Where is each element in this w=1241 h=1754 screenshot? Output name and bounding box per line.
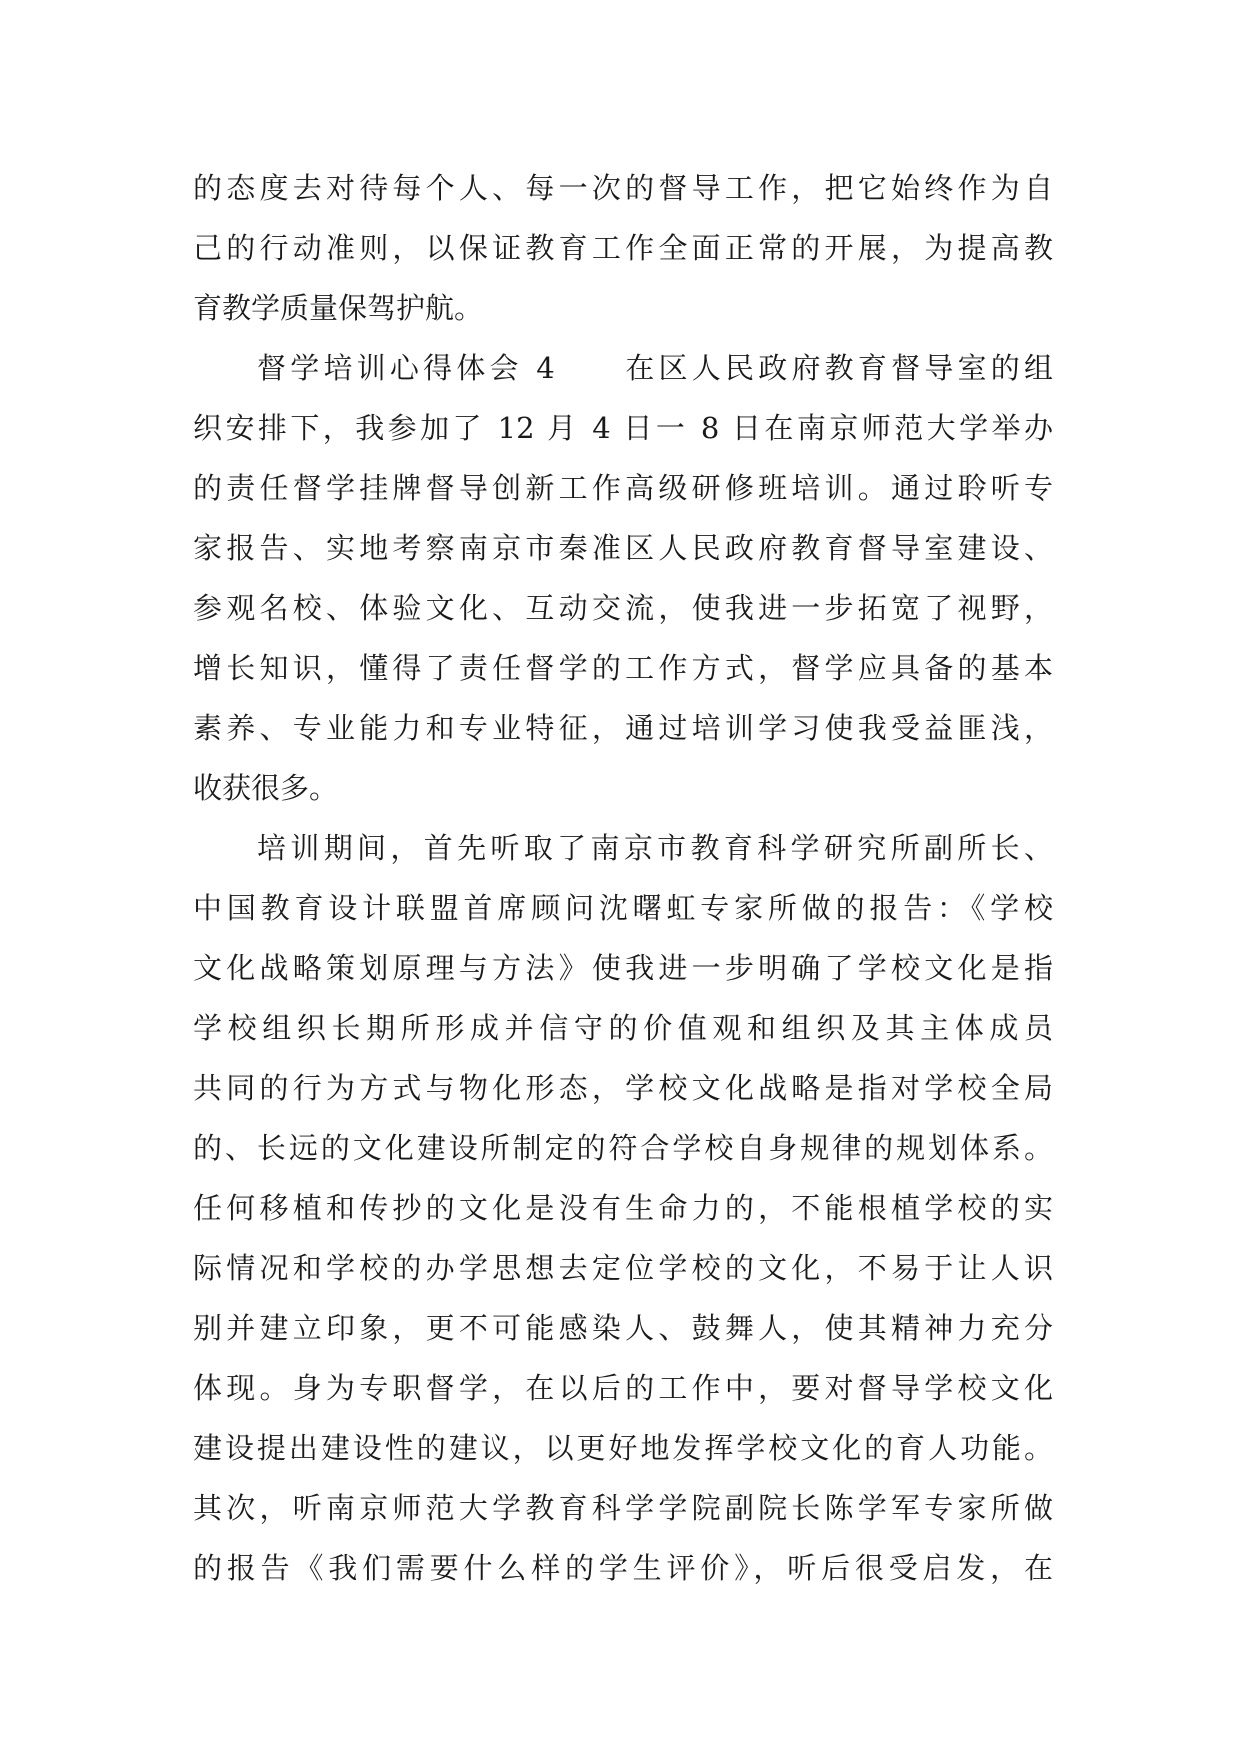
text-line: 别并建立印象，更不可能感染人、鼓舞人，使其精神力充分	[193, 1311, 1053, 1345]
text-line: 参观名校、体验文化、互动交流，使我进一步拓宽了视野，	[193, 591, 1053, 625]
text-line: 育教学质量保驾护航。	[193, 291, 484, 325]
text-line: 收获很多。	[193, 771, 339, 805]
text-line: 体现。身为专职督学，在以后的工作中，要对督导学校文化	[193, 1371, 1053, 1405]
section-heading-line: 督学培训心得体会 4 在区人民政府教育督导室的组	[257, 351, 1053, 385]
text-line: 织安排下，我参加了 12 月 4 日一 8 日在南京师范大学举办	[193, 411, 1053, 445]
text-line: 任何移植和传抄的文化是没有生命力的，不能根植学校的实	[193, 1191, 1053, 1225]
body-text	[193, 158, 1053, 1598]
text-line: 建设提出建设性的建议，以更好地发挥学校文化的育人功能。	[193, 1431, 1053, 1465]
text-line: 际情况和学校的办学思想去定位学校的文化，不易于让人识	[193, 1251, 1053, 1285]
text-line: 的、长远的文化建设所制定的符合学校自身规律的规划体系。	[193, 1131, 1053, 1165]
text-line: 学校组织长期所形成并信守的价值观和组织及其主体成员	[193, 1011, 1053, 1045]
text-line: 中国教育设计联盟首席顾问沈曙虹专家所做的报告：《学校	[193, 891, 1053, 925]
text-line: 增长知识，懂得了责任督学的工作方式，督学应具备的基本	[193, 651, 1053, 685]
text-line: 其次，听南京师范大学教育科学学院副院长陈学军专家所做	[193, 1491, 1053, 1525]
text-line: 的责任督学挂牌督导创新工作高级研修班培训。通过聆听专	[193, 471, 1053, 505]
text-line: 共同的行为方式与物化形态，学校文化战略是指对学校全局	[193, 1071, 1053, 1105]
text-line: 文化战略策划原理与方法》使我进一步明确了学校文化是指	[193, 951, 1053, 985]
text-line: 素养、专业能力和专业特征，通过培训学习使我受益匪浅，	[193, 711, 1053, 745]
text-line: 己的行动准则，以保证教育工作全面正常的开展，为提高教	[193, 231, 1053, 265]
text-line: 的报告《我们需要什么样的学生评价》，听后很受启发，在	[193, 1551, 1053, 1585]
paragraph-start-line: 培训期间，首先听取了南京市教育科学研究所副所长、	[257, 831, 1053, 865]
text-line: 的态度去对待每个人、每一次的督导工作，把它始终作为自	[193, 171, 1053, 205]
text-line: 家报告、实地考察南京市秦准区人民政府教育督导室建设、	[193, 531, 1053, 565]
